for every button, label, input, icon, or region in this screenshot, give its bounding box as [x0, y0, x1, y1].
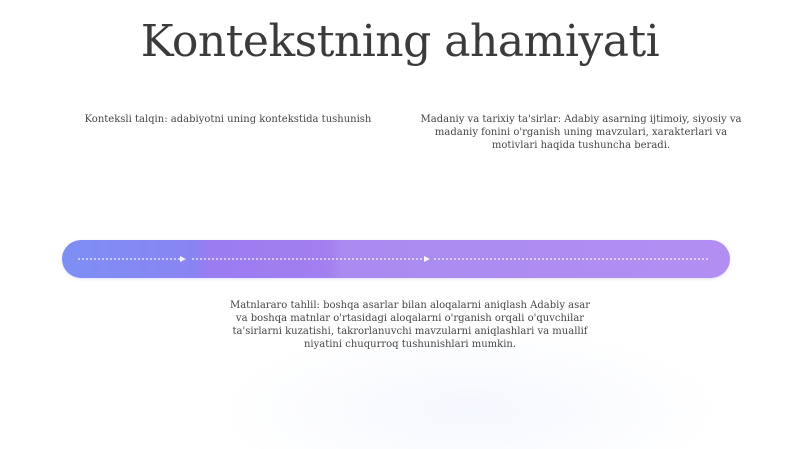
timeline-bar [62, 240, 730, 278]
text-block-intertextual-analysis: Matnlararo tahlil: boshqa asarlar bilan aloqalarni aniqlash Adabiy asar va boshqa matnlar o'rtasidagi aloqalarni o'rganish orqali o'quvchilar ta'sirlarni kuzatishi, takrorlanuvchi mavzularni aniqlashlari va muallif niyatini chuqurroq tushunishlari mumkin. [229, 300, 591, 350]
timeline-arrow-2-icon [424, 256, 430, 262]
text-block-contextual-interpretation: Konteksli talqin: adabiyotni uning kontekstida tushunish [84, 114, 372, 125]
timeline-arrow-1-icon [180, 256, 186, 262]
slide-title: Kontekstning ahamiyati [140, 16, 660, 67]
timeline-arrows [62, 240, 730, 278]
text-block-cultural-historical-influences: Madaniy va tarixiy ta'sirlar: Adabiy asarning ijtimoiy, siyosiy va madaniy fonini o'rganish uning mavzulari, xarakterlari va motivlari haqida tushuncha beradi. [420, 114, 742, 151]
